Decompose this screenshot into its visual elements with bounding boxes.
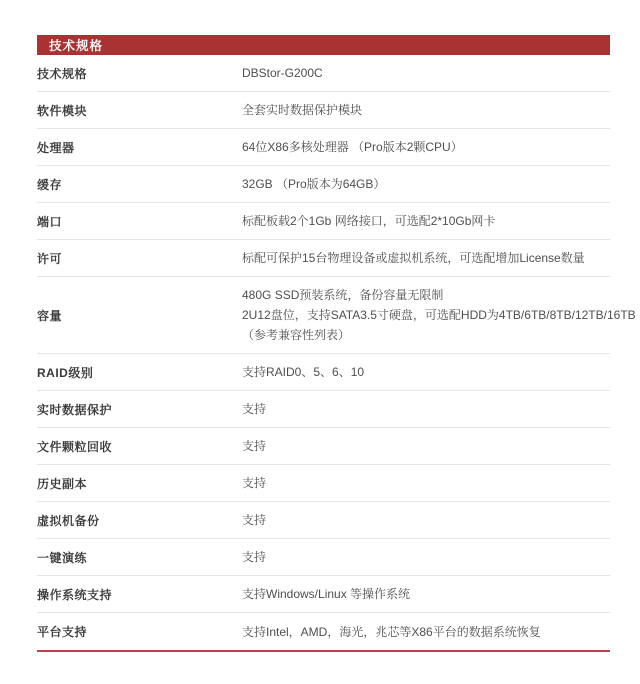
- spec-value-line: 支持: [242, 550, 267, 564]
- spec-value-line: 支持Windows/Linux 等操作系统: [242, 587, 411, 601]
- spec-table: [37, 55, 636, 650]
- spec-value-line: 支持: [242, 513, 267, 527]
- spec-row-label: 软件模块: [37, 103, 88, 118]
- spec-sheet-content: [37, 35, 636, 652]
- spec-row-label: 文件颗粒回收: [37, 439, 113, 454]
- spec-value-line: 480G SSD预装系统，备份容量无限制: [242, 288, 444, 302]
- spec-row: [37, 203, 610, 240]
- spec-row-label: 一键演练: [37, 550, 88, 565]
- spec-value-line: DBStor-G200C: [242, 66, 323, 80]
- spec-row-label: 历史副本: [37, 476, 88, 491]
- spec-row-value: [242, 502, 610, 538]
- spec-row: [37, 391, 610, 428]
- spec-row-label: 技术规格: [37, 66, 88, 81]
- spec-row: [37, 576, 610, 613]
- spec-value-line: 2U12盘位，支持SATA3.5寸硬盘，可选配HDD为4TB/6TB/8TB/12TB/16TB: [242, 308, 636, 322]
- spec-row-value: [242, 428, 610, 464]
- spec-row-value: [242, 576, 610, 612]
- spec-value-line: 支持: [242, 402, 267, 416]
- spec-row-value: [242, 129, 610, 165]
- spec-row-label: 平台支持: [37, 625, 88, 639]
- spec-row-value: [242, 614, 610, 650]
- spec-row-label: 容量: [37, 308, 63, 323]
- spec-row: [37, 129, 610, 166]
- spec-value-line: 64位X86多核处理器 （Pro版本2颗CPU）: [242, 140, 463, 154]
- spec-row: [37, 428, 610, 465]
- spec-value-line: 32GB （Pro版本为64GB）: [242, 177, 386, 191]
- section-title: 技术规格: [49, 39, 104, 53]
- section-header-bar: [37, 35, 610, 55]
- spec-row-label: 操作系统支持: [37, 587, 113, 602]
- spec-value-line: 标配板载2个1Gb 网络接口，可选配2*10Gb网卡: [242, 214, 496, 228]
- spec-row-value: [242, 539, 610, 575]
- spec-row: [37, 166, 610, 203]
- bottom-accent-rule: [37, 650, 610, 652]
- spec-row-label: 虚拟机备份: [37, 513, 100, 528]
- spec-row: [37, 354, 610, 391]
- spec-row: [37, 539, 610, 576]
- spec-row-label: 缓存: [37, 177, 63, 192]
- spec-row-value: [242, 203, 610, 239]
- spec-value-line: 支持: [242, 476, 267, 490]
- spec-row: [37, 277, 636, 354]
- spec-row-value: [242, 354, 610, 390]
- spec-row: [37, 55, 610, 92]
- spec-row-label: 许可: [37, 251, 63, 266]
- spec-row: [37, 240, 610, 277]
- spec-row-value: [242, 391, 610, 427]
- spec-value-line: 支持RAID0、5、6、10: [242, 365, 365, 379]
- spec-value-line: 支持Intel，AMD，海光，兆芯等X86平台的数据系统恢复: [242, 624, 541, 639]
- spec-row-value: [242, 240, 610, 276]
- spec-row: [37, 613, 610, 650]
- spec-row: [37, 92, 610, 129]
- spec-row-label: 处理器: [37, 140, 75, 155]
- spec-value-line: （参考兼容性列表）: [242, 328, 351, 342]
- spec-value-line: 全套实时数据保护模块: [242, 103, 363, 117]
- spec-row: [37, 465, 610, 502]
- spec-row-value: [242, 92, 610, 128]
- spec-row-value: [242, 277, 636, 353]
- spec-row-label: RAID级别: [37, 365, 94, 380]
- spec-row-value: [242, 55, 610, 91]
- spec-row-value: [242, 166, 610, 202]
- spec-row: [37, 502, 610, 539]
- spec-row-label: 实时数据保护: [37, 402, 113, 417]
- spec-value-line: 支持: [242, 439, 267, 453]
- spec-row-label: 端口: [37, 214, 63, 229]
- spec-value-line: 标配可保护15台物理设备或虚拟机系统，可选配增加License数量: [242, 251, 585, 265]
- spec-row-value: [242, 465, 610, 501]
